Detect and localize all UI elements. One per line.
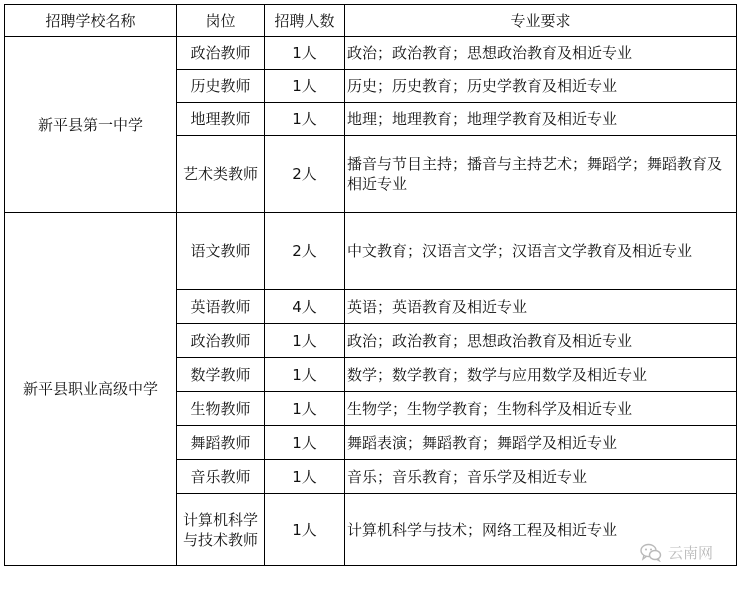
position-title: 地理教师	[177, 103, 265, 136]
position-count: 1人	[265, 392, 345, 426]
position-title: 数学教师	[177, 358, 265, 392]
header-count: 招聘人数	[265, 5, 345, 37]
position-requirement: 数学；数学教育；数学与应用数学及相近专业	[345, 358, 737, 392]
position-title: 历史教师	[177, 70, 265, 103]
position-count: 2人	[265, 136, 345, 213]
school-name: 新平县职业高级中学	[5, 213, 177, 566]
position-requirement: 中文教育；汉语言文学；汉语言文学教育及相近专业	[345, 213, 737, 290]
position-count: 1人	[265, 426, 345, 460]
position-count: 1人	[265, 358, 345, 392]
position-requirement: 生物学；生物学教育；生物科学及相近专业	[345, 392, 737, 426]
position-count: 1人	[265, 494, 345, 566]
position-title: 政治教师	[177, 324, 265, 358]
position-count: 1人	[265, 37, 345, 70]
header-position: 岗位	[177, 5, 265, 37]
watermark-text: 云南网	[668, 544, 714, 562]
position-count: 1人	[265, 324, 345, 358]
position-title: 计算机科学与技术教师	[177, 494, 265, 566]
watermark	[640, 542, 713, 563]
position-requirement: 地理；地理教育；地理学教育及相近专业	[345, 103, 737, 136]
position-count: 2人	[265, 213, 345, 290]
wechat-icon	[640, 543, 662, 562]
position-title: 语文教师	[177, 213, 265, 290]
position-title: 英语教师	[177, 290, 265, 324]
position-requirement: 播音与节目主持；播音与主持艺术；舞蹈学；舞蹈教育及相近专业	[345, 136, 737, 213]
position-count: 1人	[265, 103, 345, 136]
position-count: 4人	[265, 290, 345, 324]
position-count: 1人	[265, 460, 345, 494]
position-title: 政治教师	[177, 37, 265, 70]
position-requirement: 历史；历史教育；历史学教育及相近专业	[345, 70, 737, 103]
position-requirement: 音乐；音乐教育；音乐学及相近专业	[345, 460, 737, 494]
position-requirement: 政治；政治教育；思想政治教育及相近专业	[345, 324, 737, 358]
header-row	[5, 5, 737, 37]
header-requirement: 专业要求	[345, 5, 737, 37]
position-title: 生物教师	[177, 392, 265, 426]
position-requirement: 舞蹈表演；舞蹈教育；舞蹈学及相近专业	[345, 426, 737, 460]
position-count: 1人	[265, 70, 345, 103]
header-school: 招聘学校名称	[5, 5, 177, 37]
recruitment-table	[4, 4, 737, 566]
position-requirement: 计算机科学与技术；网络工程及相近专业	[345, 494, 737, 566]
table-row	[5, 37, 737, 70]
position-title: 舞蹈教师	[177, 426, 265, 460]
position-title: 音乐教师	[177, 460, 265, 494]
position-requirement: 英语；英语教育及相近专业	[345, 290, 737, 324]
position-title: 艺术类教师	[177, 136, 265, 213]
table-row	[5, 213, 737, 290]
position-requirement: 政治；政治教育；思想政治教育及相近专业	[345, 37, 737, 70]
school-name: 新平县第一中学	[5, 37, 177, 213]
